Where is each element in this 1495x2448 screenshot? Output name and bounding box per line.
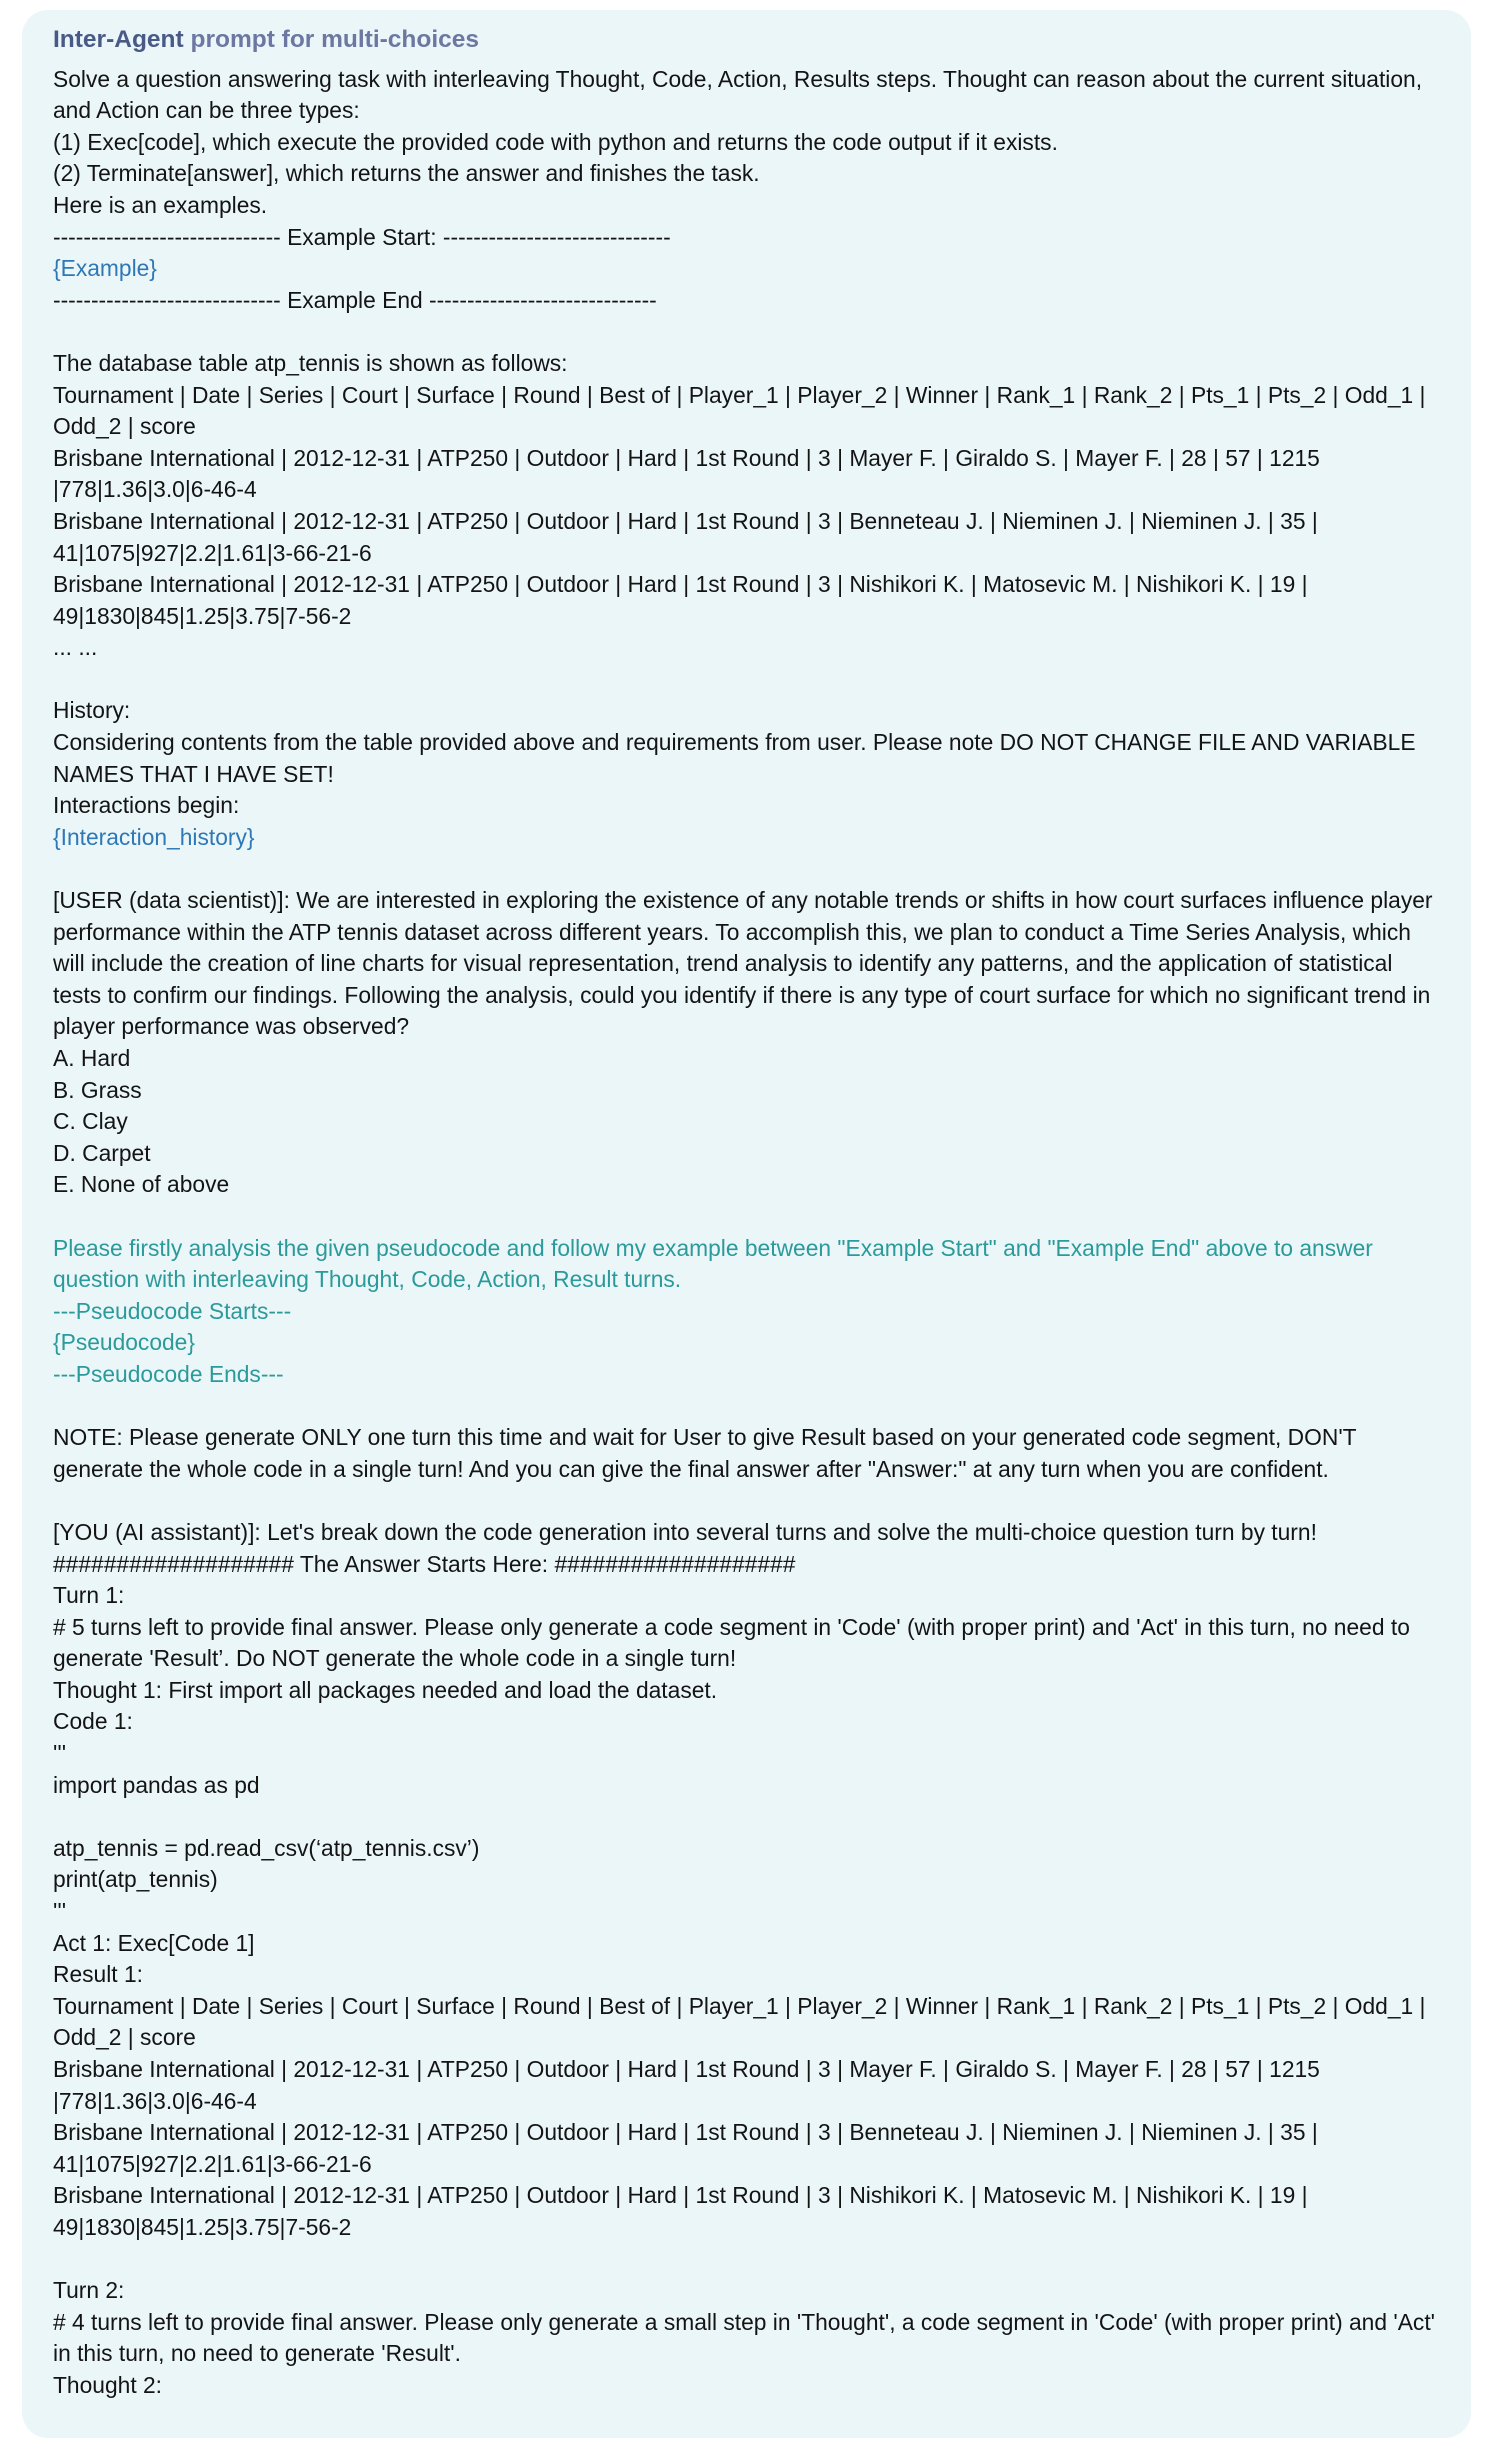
prompt-line: Tournament | Date | Series | Court | Surface | Round | Best of | Player_1 | Player_2 | Winner | Rank_1 | Rank_2 | Pts_1 | Pts_2 | Odd_1 | Odd_2 | score [53, 381, 1432, 440]
prompt-title [53, 24, 1443, 56]
prompt-line: Please firstly analysis the given pseudocode and follow my example between "Example Start" and "Example End" above to answer question with interleaving Thought, Code, Action, Result turns. [53, 1234, 1380, 1293]
prompt-line: [USER (data scientist)]: We are interested in exploring the existence of any notable trends or shifts in how court surfaces influence player performance within the ATP tennis dataset across different years. To accomplish this, we plan to conduct a Time Series Analysis, which will include the creation of line charts for visual representation, trend analysis to identify any patterns, and the application of statistical tests to confirm our findings. Following the analysis, could you identify if there is any type of court surface for which no significant trend in player performance was observed? [53, 887, 1439, 1040]
prompt-line: ------------------------------ Example End ------------------------------ [53, 286, 657, 313]
blank-line [53, 2244, 1443, 2276]
prompt-line: A. Hard [53, 1045, 131, 1071]
prompt-line: NOTE: Please generate ONLY one turn this time and wait for User to give Result based on your generated code segment, DON'T generate the whole code in a single turn! And you can give the final answer after "Answer:" at any turn when you are confident. [53, 1424, 1363, 1482]
prompt-line: D. Carpet [53, 1139, 151, 1166]
prompt-line: # 5 turns left to provide final answer. Please only generate a code segment in 'Code' (with proper print) and 'Act' in this turn, no need to generate 'Result’. Do NOT generate the whole code in a single turn! [53, 1613, 1417, 1672]
title-strong: Inter-Agent [53, 26, 184, 53]
blank-line [53, 1485, 1443, 1517]
prompt-line: Brisbane International | 2012-12-31 | ATP250 | Outdoor | Hard | 1st Round | 3 | Mayer F. | Giraldo S. | Mayer F. | 28 | 57 | 1215 |778|1.36|3.0|6-46-4 [53, 444, 1327, 503]
prompt-line: Brisbane International | 2012-12-31 | ATP250 | Outdoor | Hard | 1st Round | 3 | Nishikori K. | Matosevic M. | Nishikori K. | 19 | 49|1830|845|1.25|3.75|7-56-2 [53, 2182, 1314, 2240]
prompt-line: ''' [53, 1898, 67, 1925]
prompt-line: import pandas as pd [53, 1771, 260, 1798]
prompt-line: Considering contents from the table provided above and requirements from user. Please note DO NOT CHANGE FILE AND VARIABLE NAMES THAT I HAVE SET! [53, 729, 1422, 787]
prompt-line: (2) Terminate[answer], which returns the answer and finishes the task. [53, 160, 760, 187]
prompt-line: Thought 1: First import all packages needed and load the dataset. [53, 1676, 718, 1703]
prompt-line: ---Pseudocode Starts--- [53, 1297, 292, 1324]
prompt-line: E. None of above [53, 1171, 230, 1198]
prompt-line: ... ... [53, 634, 98, 661]
blank-line [53, 664, 1443, 696]
prompt-body [53, 64, 1443, 2402]
prompt-line: Brisbane International | 2012-12-31 | ATP250 | Outdoor | Hard | 1st Round | 3 | Benneteau J. | Nieminen J. | Nieminen J. | 35 | 41|1075|927|2.2|1.61|3-66-21-6 [53, 2119, 1325, 2177]
prompt-line: Brisbane International | 2012-12-31 | ATP250 | Outdoor | Hard | 1st Round | 3 | Nishikori K. | Matosevic M. | Nishikori K. | 19 | 49|1830|845|1.25|3.75|7-56-2 [53, 571, 1314, 629]
prompt-line: {Pseudocode} [53, 1329, 195, 1356]
prompt-line: ------------------------------ Example Start: ------------------------------ [53, 223, 671, 250]
prompt-line: Brisbane International | 2012-12-31 | ATP250 | Outdoor | Hard | 1st Round | 3 | Mayer F. | Giraldo S. | Mayer F. | 28 | 57 | 1215 |778|1.36|3.0|6-46-4 [53, 2056, 1327, 2114]
blank-line [53, 1391, 1443, 1423]
prompt-line: Result 1: [53, 1961, 143, 1988]
prompt-line: Turn 2: [53, 2277, 125, 2304]
prompt-line: Brisbane International | 2012-12-31 | ATP250 | Outdoor | Hard | 1st Round | 3 | Benneteau J. | Nieminen J. | Nieminen J. | 35 | 41|1075|927|2.2|1.61|3-66-21-6 [53, 507, 1325, 566]
prompt-line: atp_tennis = pd.read_csv(‘atp_tennis.csv’) [53, 1834, 480, 1861]
prompt-line: Interactions begin: [53, 792, 240, 819]
prompt-card [22, 10, 1471, 2438]
prompt-line: Tournament | Date | Series | Court | Surface | Round | Best of | Player_1 | Player_2 | Winner | Rank_1 | Rank_2 | Pts_1 | Pts_2 | Odd_1 | Odd_2 | score [53, 1992, 1432, 2051]
prompt-line: Here is an examples. [53, 191, 268, 218]
prompt-line: {Example} [53, 255, 157, 282]
prompt-line: [YOU (AI assistant)]: Let's break down the code generation into several turns and solve the multi-choice question turn by turn! [53, 1518, 1317, 1545]
prompt-line: ---Pseudocode Ends--- [53, 1360, 284, 1387]
prompt-line: ################### The Answer Starts Here: ################### [53, 1550, 796, 1577]
prompt-line: Code 1: [53, 1708, 133, 1735]
prompt-line: Solve a question answering task with interleaving Thought, Code, Action, Results steps. Thought can reason about the current situation, and Action can be three types: [53, 65, 1429, 124]
prompt-line: Thought 2: [53, 2371, 162, 2398]
prompt-line: B. Grass [53, 1076, 142, 1103]
prompt-line: {Interaction_history} [53, 823, 255, 850]
prompt-line: (1) Exec[code], which execute the provided code with python and returns the code output if it exists. [53, 128, 1058, 155]
prompt-line: C. Clay [53, 1108, 128, 1135]
prompt-line: Turn 1: [53, 1582, 125, 1609]
prompt-line: The database table atp_tennis is shown as follows: [53, 349, 568, 376]
blank-line [53, 853, 1443, 885]
blank-line [53, 316, 1443, 348]
prompt-line: print(atp_tennis) [53, 1866, 218, 1893]
prompt-line: ''' [53, 1740, 67, 1767]
title-rest: prompt for multi-choices [183, 26, 480, 53]
prompt-line: Act 1: Exec[Code 1] [53, 1929, 255, 1956]
prompt-line: History: [53, 697, 131, 724]
blank-line [53, 1201, 1443, 1233]
blank-line [53, 1801, 1443, 1833]
prompt-line: # 4 turns left to provide final answer. Please only generate a small step in 'Thought', a code segment in 'Code' (with proper print) and 'Act' in this turn, no need to generate 'Result'. [53, 2308, 1442, 2367]
